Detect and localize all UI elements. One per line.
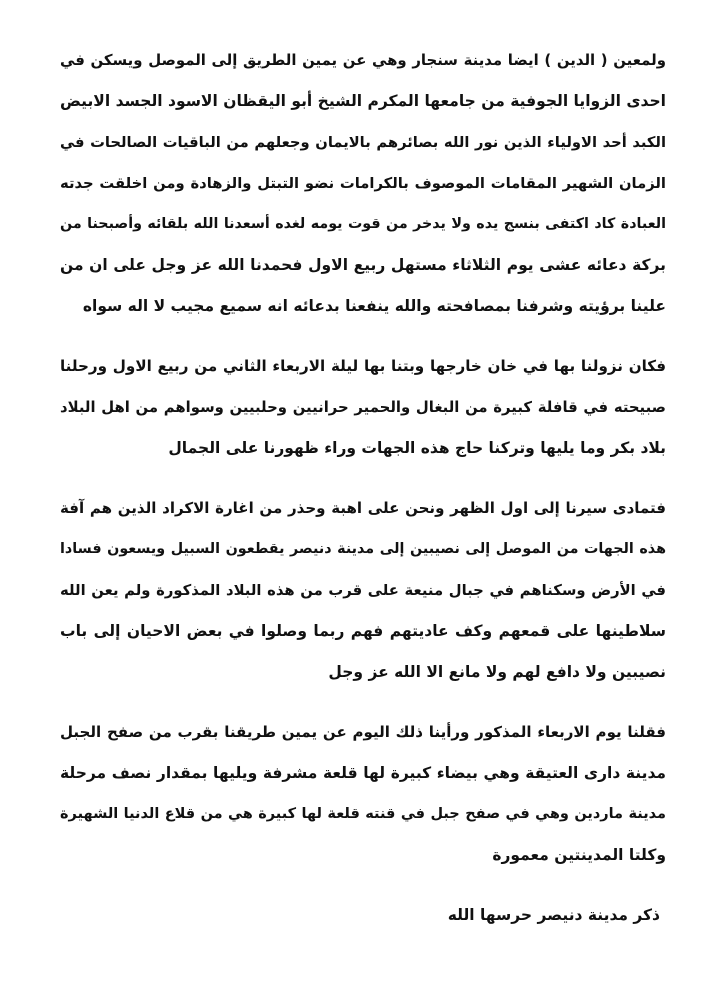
text-line: الكبد أحد الاولياء الذين نور الله بصائرهم بالايمان وجعلهم من الباقيات الصالحات في [60, 134, 666, 151]
paragraph-1 [60, 40, 666, 327]
text-line: سلاطينها على قمعهم وكف عاديتهم فهم ربما وصلوا في بعض الاحيان إلى باب [60, 622, 666, 640]
text-line: في الأرض وسكناهم في جبال منيعة على قرب من هذه البلاد المذكورة ولم يعن الله [60, 582, 666, 599]
text-line: علينا برؤيته وشرفنا بمصافحته والله ينفعنا بدعائه انه سميع مجيب لا اله سواه [82, 297, 666, 315]
text-line: مدينة ماردين وهي في صفح جبل في قنته قلعة لها كبيرة هي من قلاع الدنيا الشهيرة [60, 806, 666, 822]
text-line: وكلتا المدينتين معمورة [492, 846, 666, 864]
section-heading: ذكر مدينة دنيصر حرسها الله [447, 906, 660, 924]
paragraph-2 [60, 346, 666, 469]
text-line: نصيبين ولا دافع لهم ولا مانع الا الله عز وجل [328, 663, 666, 681]
text-line: هذه الجهات من الموصل إلى نصيبين إلى مدينة دنيصر يقطعون السبيل ويسعون فسادا [60, 541, 666, 557]
text-line: احدى الزوايا الجوفية من جامعها المكرم الشيخ أبو اليقظان الاسود الجسد الابيض [60, 92, 666, 110]
text-line: فتمادى سيرنا إلى اول الظهر ونحن على اهبة وحذر من اغارة الاكراد الذين هم آفة [60, 499, 666, 517]
text-line: فقلنا يوم الاربعاء المذكور ورأينا ذلك اليوم عن يمين طريقنا بقرب من صفح الجبل [60, 723, 666, 741]
text-line: بلاد بكر وما يليها وتركنا حاج هذه الجهات وراء ظهورنا على الجمال [168, 439, 666, 457]
paragraph-3 [60, 488, 666, 693]
text-line: ولمعين ( الدين ) ايضا مدينة سنجار وهي عن يمين الطريق إلى الموصل ويسكن في [60, 51, 666, 69]
text-line: العبادة كاد اكتفى بنسج يده ولا يدخر من قوت يومه لغده أسعدنا الله بلقائه وأصبحنا من [60, 216, 666, 232]
paragraph-4 [60, 712, 666, 876]
text-line: بركة دعائه عشى يوم الثلاثاء مستهل ربيع الاول فحمدنا الله عز وجل على ان من [60, 256, 666, 274]
document-body [60, 40, 666, 936]
text-line: فكان نزولنا بها في خان خارجها وبتنا بها ليلة الاربعاء الثاني من ربيع الاول ورحلنا [60, 357, 666, 375]
text-line: الزمان الشهير المقامات الموصوف بالكرامات نضو التبتل والزهادة ومن اخلقت جدته [60, 175, 666, 192]
text-line: صبيحته في قافلة كبيرة من البغال والحمير حرانيين وحلبيين وسواهم من اهل البلاد [60, 399, 666, 416]
text-line: مدينة دارى العتيقة وهي بيضاء كبيرة لها قلعة مشرفة ويليها بمقدار نصف مرحلة [60, 764, 666, 782]
